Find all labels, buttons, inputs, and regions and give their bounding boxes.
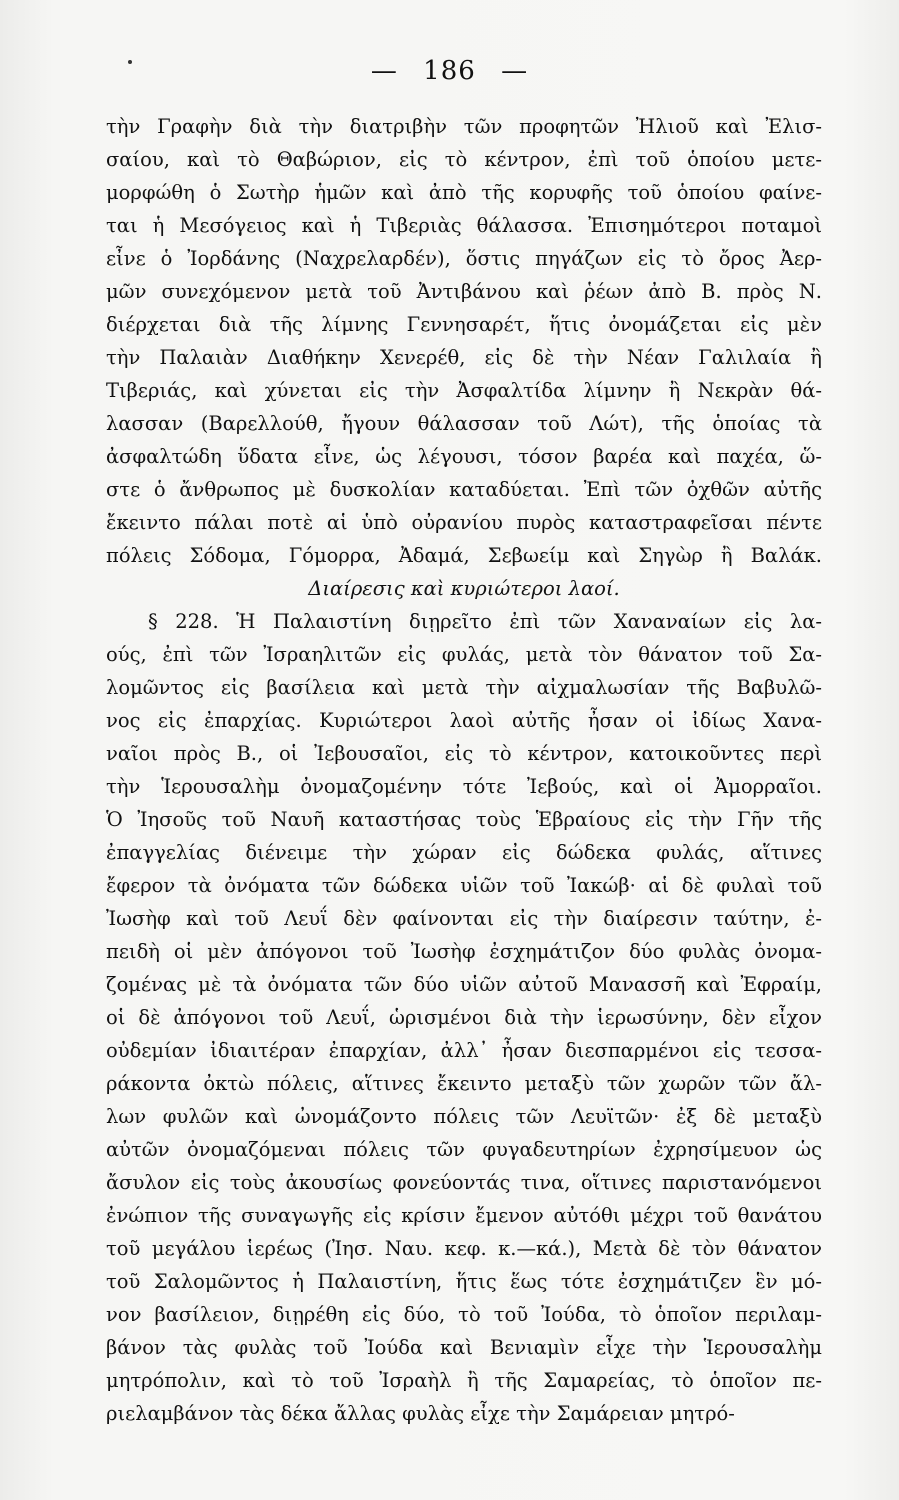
text-line: πόλεις Σόδομα, Γόμορρα, Ἀδαμά, Σεβωείμ καὶ Σηγὼρ ἢ Βαλάκ. (106, 544, 822, 567)
text-line: ράκοντα ὀκτὼ πόλεις, αἵτινες ἔκειντο μεταξὺ τῶν χωρῶν τῶν ἄλ- (106, 1072, 822, 1095)
text-line: τοῦ μεγάλου ἱερέως (Ἰησ. Ναυ. κεφ. κ.—κά.), Μετὰ δὲ τὸν θάνατον (106, 1237, 822, 1260)
text-line: νος εἰς ἐπαρχίας. Κυριώτεροι λαοὶ αὐτῆς ἦσαν οἱ ἰδίως Χανα- (106, 709, 822, 732)
text-line: διέρχεται διὰ τῆς λίμνης Γεννησαρέτ, ἥτις ὀνομάζεται εἰς μὲν (106, 313, 822, 336)
header-dash-left: — (370, 56, 398, 86)
text-line: πειδὴ οἱ μὲν ἀπόγονοι τοῦ Ἰωσὴφ ἐσχημάτιζον δύο φυλὰς ὀνομα- (106, 940, 822, 963)
text-line: Ὁ Ἰησοῦς τοῦ Ναυῆ καταστήσας τοὺς Ἑβραίους εἰς τὴν Γῆν τῆς (106, 808, 822, 831)
text-line: ἔφερον τὰ ὀνόματα τῶν δώδεκα υἱῶν τοῦ Ἰακώβ· αἱ δὲ φυλαὶ τοῦ (106, 874, 822, 897)
text-line: αὐτῶν ὀνομαζόμεναι πόλεις τῶν φυγαδευτηρίων ἐχρησίμευον ὡς (106, 1138, 822, 1161)
text-line: οὐδεμίαν ἰδιαιτέραν ἐπαρχίαν, ἀλλ᾽ ἦσαν διεσπαρμένοι εἰς τεσσα- (106, 1039, 822, 1062)
text-line: ριελαμβάνον τὰς δέκα ἄλλας φυλὰς εἶχε τὴν Σαμάρειαν μητρό- (106, 1402, 735, 1425)
text-line: μορφώθη ὁ Σωτὴρ ἡμῶν καὶ ἀπὸ τῆς κορυφῆς τοῦ ὁποίου φαίνε- (106, 181, 822, 204)
text-line: τὴν Γραφὴν διὰ τὴν διατριβὴν τῶν προφητῶν Ἠλιοῦ καὶ Ἐλισ- (106, 115, 822, 138)
text-line: ἀσφαλτώδη ὕδατα εἶνε, ὡς λέγουσι, τόσον βαρέα καὶ παχέα, ὥ- (106, 445, 822, 468)
text-line: ζομένας μὲ τὰ ὀνόματα τῶν δύο υἱῶν αὐτοῦ Μανασσῆ καὶ Ἐφραίμ, (106, 973, 822, 996)
text-line: σαίου, καὶ τὸ Θαβώριον, εἰς τὸ κέντρον, ἐπὶ τοῦ ὁποίου μετε- (106, 148, 822, 171)
text-line: ἐπαγγελίας διένειμε τὴν χώραν εἰς δώδεκα φυλάς, αἵτινες (106, 841, 822, 864)
section-subheading: Διαίρεσις καὶ κυριώτεροι λαοί. (308, 577, 620, 600)
text-line: λασσαν (Βαρελλούθ, ἤγουν θάλασσαν τοῦ Λώτ), τῆς ὁποίας τὰ (106, 412, 822, 435)
text-line: οἱ δὲ ἀπόγονοι τοῦ Λευΐ, ὡρισμένοι διὰ τὴν ἱερωσύνην, δὲν εἶχον (106, 1006, 822, 1029)
text-line: ἄσυλον εἰς τοὺς ἀκουσίως φονεύοντάς τινα, οἵτινες παριστανόμενοι (106, 1171, 822, 1194)
text-line: λομῶντος εἰς βασίλεια καὶ μετὰ τὴν αἰχμαλωσίαν τῆς Βαβυλῶ- (106, 676, 822, 699)
text-line: Τιβεριάς, καὶ χύνεται εἰς τὴν Ἀσφαλτίδα λίμνην ἢ Νεκρὰν θά- (106, 379, 822, 402)
header-dash-right: — (501, 56, 529, 86)
text-line: ται ἡ Μεσόγειος καὶ ἡ Τιβεριὰς θάλασσα. Ἐπισημότεροι ποταμοὶ (106, 214, 822, 237)
text-line: τοῦ Σαλομῶντος ἡ Παλαιστίνη, ἥτις ἕως τότε ἐσχημάτιζεν ἓν μό- (106, 1270, 822, 1293)
text-line: μητρόπολιν, καὶ τὸ τοῦ Ἰσραὴλ ἢ τῆς Σαμαρείας, τὸ ὁποῖον πε- (106, 1369, 822, 1392)
text-line: ἔκειντο πάλαι ποτὲ αἱ ὑπὸ οὐρανίου πυρὸς καταστραφεῖσαι πέντε (106, 511, 822, 534)
text-line: μῶν συνεχόμενον μετὰ τοῦ Ἀντιβάνου καὶ ῥέων ἀπὸ Β. πρὸς Ν. (106, 280, 822, 303)
text-line: στε ὁ ἄνθρωπος μὲ δυσκολίαν καταδύεται. Ἐπὶ τῶν ὀχθῶν αὐτῆς (106, 478, 822, 501)
body-text (106, 110, 822, 1430)
text-line: Ἰωσὴφ καὶ τοῦ Λευΐ δὲν φαίνονται εἰς τὴν διαίρεσιν ταύτην, ἐ- (106, 907, 822, 930)
text-line: ναῖοι πρὸς Β., οἱ Ἰεβουσαῖοι, εἰς τὸ κέντρον, κατοικοῦντες περὶ (106, 742, 822, 765)
text-line: § 228. Ἡ Παλαιστίνη διῃρεῖτο ἐπὶ τῶν Χαναναίων εἰς λα- (148, 610, 822, 633)
text-line: εἶνε ὁ Ἰορδάνης (Ναχρελαρδέν), ὅστις πηγάζων εἰς τὸ ὄρος Ἀερ- (106, 247, 822, 270)
text-line: λων φυλῶν καὶ ὠνομάζοντο πόλεις τῶν Λευϊτῶν· ἐξ δὲ μεταξὺ (106, 1105, 822, 1128)
page-number: 186 (423, 56, 476, 86)
text-line: βάνον τὰς φυλὰς τοῦ Ἰούδα καὶ Βενιαμὶν εἶχε τὴν Ἱερουσαλὴμ (106, 1336, 822, 1359)
text-line: τὴν Παλαιὰν Διαθήκην Χενερέθ, εἰς δὲ τὴν Νέαν Γαλιλαία ἢ (106, 346, 822, 369)
page-header (0, 56, 899, 86)
text-line: ούς, ἐπὶ τῶν Ἰσραηλιτῶν εἰς φυλάς, μετὰ τὸν θάνατον τοῦ Σα- (106, 643, 822, 666)
text-line: τὴν Ἱερουσαλὴμ ὀνομαζομένην τότε Ἰεβούς, καὶ οἱ Ἀμορραῖοι. (106, 775, 822, 798)
text-line: νον βασίλειον, διῃρέθη εἰς δύο, τὸ τοῦ Ἰούδα, τὸ ὁποῖον περιλαμ- (106, 1303, 822, 1326)
text-line: ἐνώπιον τῆς συναγωγῆς εἰς κρίσιν ἔμενον αὐτόθι μέχρι τοῦ θανάτου (106, 1204, 822, 1227)
